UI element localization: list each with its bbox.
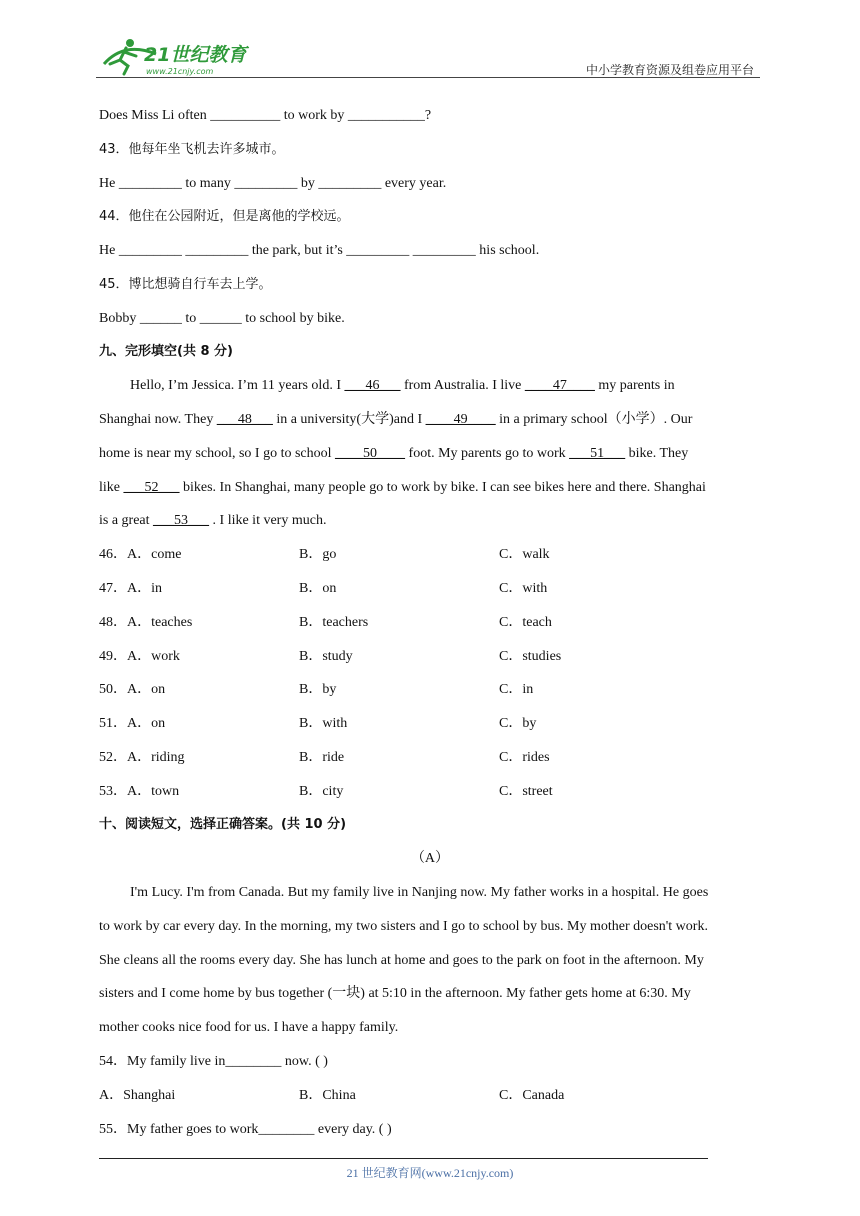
reading-part-label: （A）: [410, 851, 450, 866]
option-52-b: B．ride: [299, 750, 345, 765]
option-53-b: B．city: [299, 784, 344, 799]
option-50-b: B．by: [299, 682, 337, 697]
option-52-c: C．rides: [499, 750, 550, 765]
answer-44: He _________ _________ the park, but it’s _________ _________ his school.: [99, 243, 540, 258]
blank-51: ___51___: [569, 446, 626, 461]
option-46-c: C．walk: [499, 547, 550, 562]
cloze-title: 九、完形填空(共 8 分): [99, 344, 233, 359]
option-51-b: B．with: [299, 716, 348, 731]
answer-45: Bobby ______ to ______ to school by bike.: [99, 311, 345, 326]
cloze-line-3: home is near my school, so I go to school ____50____ foot. My parents go to work ___51___ bike. They: [99, 446, 689, 461]
logo-url: www.21cnjy.com: [146, 67, 214, 76]
option-53-c: C．street: [499, 784, 553, 799]
page-header: [96, 34, 760, 78]
logo-text: 21世纪教育: [144, 44, 247, 66]
option-54-a: A．Shanghai: [99, 1088, 176, 1103]
footer-divider: [99, 1158, 708, 1159]
cloze-line-5: is a great ___53___ . I like it very much.: [99, 513, 327, 528]
option-48-a: 48．A．teaches: [99, 615, 193, 630]
option-50-c: C．in: [499, 682, 534, 697]
option-51-a: 51．A．on: [99, 716, 166, 731]
option-49-b: B．study: [299, 649, 353, 664]
footer-text: 21 世纪教育网(www.21cnjy.com): [346, 1166, 514, 1180]
option-47-b: B．on: [299, 581, 337, 596]
option-54-c: C．Canada: [499, 1088, 565, 1103]
option-47-c: C．with: [499, 581, 548, 596]
question-44: 44．他住在公园附近，但是离他的学校远。: [99, 209, 350, 224]
header-divider: [96, 77, 760, 78]
blank-53: ___53___: [153, 513, 210, 528]
reading-line-4: sisters and I come home by bus together (一块) at 5:10 in the afternoon. My father gets home at 6:30. My: [99, 986, 691, 1001]
option-49-a: 49．A．work: [99, 649, 180, 664]
header-platform-text: 中小学教育资源及组卷应用平台: [585, 63, 754, 77]
question-54: 54．My family live in________ now. ( ): [99, 1054, 328, 1069]
option-54-b: B．China: [299, 1088, 356, 1103]
option-51-c: C．by: [499, 716, 537, 731]
option-48-c: C．teach: [499, 615, 552, 630]
question-45: 45．博比想骑自行车去上学。: [99, 277, 272, 292]
reading-line-2: to work by car every day. In the morning, my two sisters and I go to school by bus. My mother doesn't work.: [99, 919, 708, 934]
blank-47: ____47____: [524, 378, 595, 393]
cloze-line-2: Shanghai now. They ___48___ in a university(大学)and I ____49____ in a primary school（小学）. Our: [99, 412, 693, 427]
question-43: 43．他每年坐飞机去许多城市。: [99, 142, 285, 157]
blank-46: ___46___: [344, 378, 401, 393]
sentence-line: Does Miss Li often __________ to work by ___________?: [99, 108, 432, 123]
option-47-a: 47．A．in: [99, 581, 162, 596]
blank-48: ___48___: [216, 412, 273, 427]
option-48-b: B．teachers: [299, 615, 369, 630]
option-46-b: B．go: [299, 547, 337, 562]
cloze-line-1: Hello, I’m Jessica. I’m 11 years old. I ___46___ from Australia. I live ____47____ my parents in: [130, 378, 675, 393]
blank-49: ____49____: [425, 412, 496, 427]
blank-50: ____50____: [335, 446, 406, 461]
reading-line-5: mother cooks nice food for us. I have a happy family.: [99, 1020, 399, 1035]
reading-line-1: I'm Lucy. I'm from Canada. But my family live in Nanjing now. My father works in a hospital. He goes: [130, 885, 709, 900]
cloze-line-4: like ___52___ bikes. In Shanghai, many people go to work by bike. I can see bikes here and there. Shanghai: [99, 480, 706, 495]
option-53-a: 53．A．town: [99, 784, 180, 799]
question-55: 55．My father goes to work________ every day. ( ): [99, 1122, 392, 1137]
option-52-a: 52．A．riding: [99, 750, 185, 765]
blank-52: ___52___: [123, 480, 180, 495]
logo-21cnjy: [96, 34, 296, 78]
reading-line-3: She cleans all the rooms every day. She has lunch at home and goes to the park on foot in the afternoon. My: [99, 953, 704, 968]
option-49-c: C．studies: [499, 649, 562, 664]
option-46-a: 46．A．come: [99, 547, 182, 562]
option-50-a: 50．A．on: [99, 682, 166, 697]
answer-43: He _________ to many _________ by _________ every year.: [99, 176, 447, 191]
reading-title: 十、阅读短文，选择正确答案。(共 10 分): [99, 817, 347, 832]
